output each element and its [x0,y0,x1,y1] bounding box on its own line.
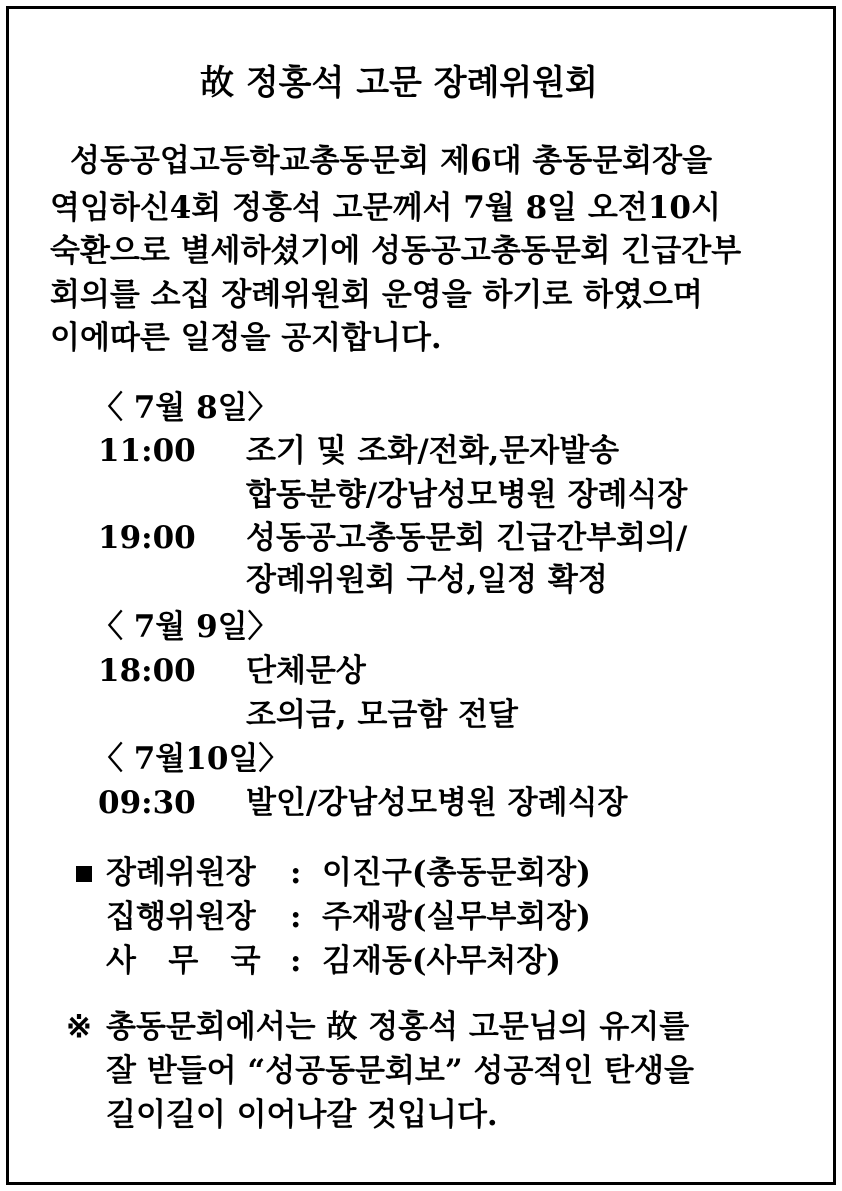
committee-role: 장례위원장 [106,855,256,891]
committee-name: 주재광(실무부회장) [322,899,591,935]
committee-name: 이진구(총동문회장) [322,855,591,891]
committee-role: 사 무 국 [106,943,261,979]
intro-line-2: 역임하신4회 정홍석 고문께서 7월 8일 오전10시 [50,190,721,226]
intro-line-3: 숙환으로 별세하셨기에 성동공고총동문회 긴급간부 [50,233,742,269]
schedule-day-header: 〈 7월10일〉 [92,741,290,777]
note-line-1: 총동문회에서는 故 정홍석 고문님의 유지를 [106,1009,690,1045]
square-bullet-icon [76,866,92,882]
schedule-event: 조기 및 조화/전화,문자발송 [246,433,620,469]
committee-role: 집행위원장 [106,899,256,935]
schedule-event: 성동공고총동문회 긴급간부회의/ [246,520,688,556]
schedule-time: 18:00 [98,653,196,689]
schedule-event: 발인/강남성모병원 장례식장 [246,785,628,821]
committee-separator: : [290,943,302,979]
intro-line-4: 회의를 소집 장례위원회 운영을 하기로 하였으며 [50,277,703,313]
schedule-event: 단체문상 [246,653,366,689]
intro-line-5: 이에따른 일정을 공지합니다. [50,320,442,356]
schedule-time: 09:30 [98,785,196,821]
committee-name: 김재동(사무처장) [322,943,561,979]
document-title: 故 정홍석 고문 장례위원회 [200,63,598,103]
schedule-day-header: 〈 7월 9일〉 [92,609,279,645]
intro-line-1: 성동공업고등학교총동문회 제6대 총동문회장을 [70,143,713,179]
schedule-event: 장례위원회 구성,일정 확정 [246,562,608,598]
note-line-2: 잘 받들어 “성공동문회보” 성공적인 탄생을 [106,1053,694,1089]
reference-mark-icon: ※ [66,1009,92,1045]
schedule-time: 11:00 [98,433,196,469]
committee-separator: : [290,899,302,935]
schedule-event: 합동분향/강남성모병원 장례식장 [246,477,688,513]
committee-separator: : [290,855,302,891]
schedule-day-header: 〈 7월 8일〉 [92,390,279,426]
note-line-3: 길이길이 이어나갈 것입니다. [106,1097,498,1133]
schedule-event: 조의금, 모금함 전달 [246,697,518,733]
schedule-time: 19:00 [98,520,196,556]
